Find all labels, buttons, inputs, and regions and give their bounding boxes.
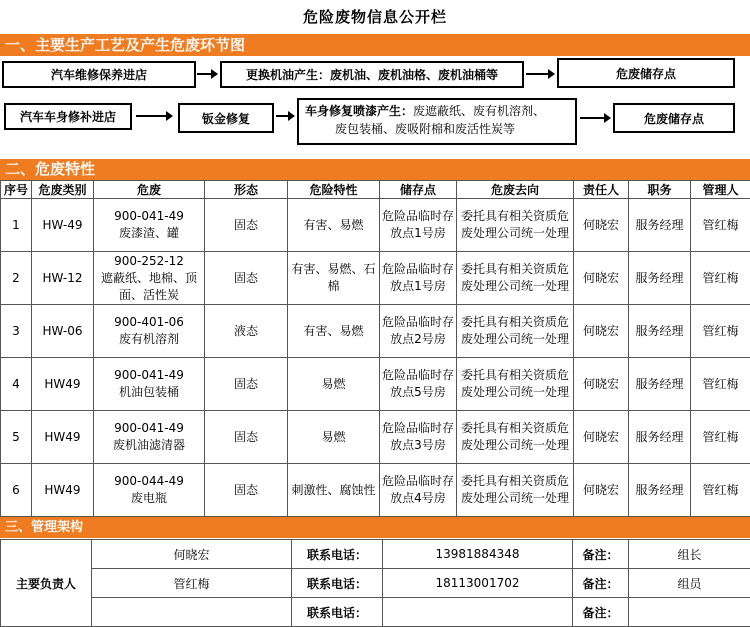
- flow-box-storage-2: 危废储存点: [613, 103, 735, 133]
- waste-form: 固态: [205, 411, 288, 464]
- manager-name: 管红梅: [691, 305, 750, 358]
- phone-value: 18113001702: [383, 569, 573, 598]
- header-hazard: 危险特性: [288, 181, 380, 199]
- page-title: 危险废物信息公开栏: [0, 0, 750, 34]
- waste-category: HW49: [32, 411, 94, 464]
- hazard-property: 易燃: [288, 358, 380, 411]
- job-position: 服务经理: [629, 199, 691, 252]
- storage-location: 危险品临时存放点5号房: [380, 358, 457, 411]
- header-position: 职务: [629, 181, 691, 199]
- header-destination: 危废去向: [457, 181, 574, 199]
- waste-name: 废机油滤清器: [95, 437, 203, 454]
- waste-form: 液态: [205, 305, 288, 358]
- manager-name: 管红梅: [691, 199, 750, 252]
- person-name: 何晓宏: [92, 540, 292, 569]
- responsible-person: 何晓宏: [574, 358, 629, 411]
- management-table: [0, 539, 750, 627]
- manager-name: 管红梅: [691, 252, 750, 305]
- table-row: [1, 598, 750, 627]
- row-number: 3: [1, 305, 32, 358]
- waste-destination: 委托具有相关资质危废处理公司统一处理: [457, 252, 574, 305]
- note-value: 组员: [629, 569, 750, 598]
- hazard-property: 刺激性、腐蚀性: [288, 464, 380, 517]
- spray-paint-items-2: 废包装桶、废吸附棉和废活性炭等: [305, 122, 515, 136]
- spray-paint-items-1: 废遮蔽纸、废有机溶剂、: [413, 104, 545, 118]
- note-value: [629, 598, 750, 627]
- flow-box-spray-paint: [297, 98, 577, 145]
- flow-arrow: [526, 68, 556, 80]
- note-label: 备注：: [573, 598, 629, 627]
- header-manager: 管理人: [691, 181, 750, 199]
- header-storage: 储存点: [380, 181, 457, 199]
- row-number: 2: [1, 252, 32, 305]
- person-name: [92, 598, 292, 627]
- job-position: 服务经理: [629, 411, 691, 464]
- job-position: 服务经理: [629, 252, 691, 305]
- row-number: 1: [1, 199, 32, 252]
- waste-form: 固态: [205, 358, 288, 411]
- person-name: 管红梅: [92, 569, 292, 598]
- header-category: 危废类别: [32, 181, 94, 199]
- flow-arrow: [276, 110, 296, 122]
- table-header-row: [1, 181, 750, 199]
- responsible-person: 何晓宏: [574, 199, 629, 252]
- storage-location: 危险品临时存放点4号房: [380, 464, 457, 517]
- waste-name: 废有机溶剂: [95, 331, 203, 348]
- note-value: 组长: [629, 540, 750, 569]
- note-label: 备注：: [573, 569, 629, 598]
- job-position: 服务经理: [629, 358, 691, 411]
- phone-label: 联系电话：: [292, 540, 383, 569]
- table-row: [1, 305, 750, 358]
- header-form: 形态: [205, 181, 288, 199]
- phone-value: [383, 598, 573, 627]
- hazard-property: 易燃: [288, 411, 380, 464]
- waste-destination: 委托具有相关资质危废处理公司统一处理: [457, 358, 574, 411]
- waste-code: 900-252-12: [95, 253, 203, 270]
- flow-box-body-repair-entry: 汽车车身修补进店: [4, 103, 132, 130]
- waste-form: 固态: [205, 199, 288, 252]
- table-row: [1, 540, 750, 569]
- waste-item: [94, 199, 205, 252]
- waste-code: 900-401-06: [95, 314, 203, 331]
- hazard-property: 有害、易燃、石棉: [288, 252, 380, 305]
- hazard-property: 有害、易燃: [288, 305, 380, 358]
- spray-paint-label: 车身修复喷漆产生：: [305, 104, 413, 118]
- flow-box-maintenance-entry: 汽车维修保养进店: [2, 61, 196, 88]
- note-label: 备注：: [573, 540, 629, 569]
- storage-location: 危险品临时存放点2号房: [380, 305, 457, 358]
- waste-form: 固态: [205, 464, 288, 517]
- phone-value: 13981884348: [383, 540, 573, 569]
- header-no: 序号: [1, 181, 32, 199]
- responsible-person: 何晓宏: [574, 305, 629, 358]
- waste-category: HW-12: [32, 252, 94, 305]
- hazard-property: 有害、易燃: [288, 199, 380, 252]
- waste-destination: 委托具有相关资质危废处理公司统一处理: [457, 411, 574, 464]
- waste-code: 900-044-49: [95, 473, 203, 490]
- job-position: 服务经理: [629, 305, 691, 358]
- storage-location: 危险品临时存放点3号房: [380, 411, 457, 464]
- waste-item: [94, 252, 205, 305]
- hazardous-waste-table: [0, 180, 750, 517]
- responsible-person: 何晓宏: [574, 252, 629, 305]
- row-number: 6: [1, 464, 32, 517]
- manager-name: 管红梅: [691, 464, 750, 517]
- waste-category: HW49: [32, 358, 94, 411]
- storage-location: 危险品临时存放点1号房: [380, 252, 457, 305]
- table-row: [1, 411, 750, 464]
- waste-destination: 委托具有相关资质危废处理公司统一处理: [457, 464, 574, 517]
- waste-item: [94, 411, 205, 464]
- main-responsible-label: 主要负责人: [1, 540, 92, 627]
- table-row: [1, 464, 750, 517]
- waste-category: HW-06: [32, 305, 94, 358]
- flow-box-oil-change: 更换机油产生：废机油、废机油格、废机油桶等: [220, 61, 524, 88]
- waste-name: 机油包装桶: [95, 384, 203, 401]
- row-number: 4: [1, 358, 32, 411]
- job-position: 服务经理: [629, 464, 691, 517]
- waste-code: 900-041-49: [95, 420, 203, 437]
- responsible-person: 何晓宏: [574, 464, 629, 517]
- table-row: [1, 569, 750, 598]
- phone-label: 联系电话：: [292, 598, 383, 627]
- manager-name: 管红梅: [691, 411, 750, 464]
- responsible-person: 何晓宏: [574, 411, 629, 464]
- section-heading-process: 一、主要生产工艺及产生危废环节图: [0, 34, 750, 56]
- waste-name: 遮蔽纸、地棉、顶面、活性炭: [95, 270, 203, 304]
- waste-code: 900-041-49: [95, 367, 203, 384]
- waste-destination: 委托具有相关资质危废处理公司统一处理: [457, 305, 574, 358]
- waste-item: [94, 305, 205, 358]
- storage-location: 危险品临时存放点1号房: [380, 199, 457, 252]
- phone-label: 联系电话：: [292, 569, 383, 598]
- header-owner: 责任人: [574, 181, 629, 199]
- row-number: 5: [1, 411, 32, 464]
- table-row: [1, 199, 750, 252]
- header-waste: 危废: [94, 181, 205, 199]
- flow-arrow: [197, 68, 219, 80]
- waste-form: 固态: [205, 252, 288, 305]
- section-heading-characteristics: 二、危废特性: [0, 159, 750, 180]
- table-row: [1, 358, 750, 411]
- waste-item: [94, 358, 205, 411]
- waste-name: 废漆渣、罐: [95, 225, 203, 242]
- flow-box-storage-1: 危废储存点: [557, 58, 735, 88]
- section-heading-management: 三、管理架构: [0, 517, 750, 538]
- waste-destination: 委托具有相关资质危废处理公司统一处理: [457, 199, 574, 252]
- flow-box-sheet-metal: 钣金修复: [178, 103, 274, 133]
- manager-name: 管红梅: [691, 358, 750, 411]
- table-row: [1, 252, 750, 305]
- waste-category: HW-49: [32, 199, 94, 252]
- flow-arrow: [580, 112, 612, 124]
- waste-name: 废电瓶: [95, 490, 203, 507]
- waste-category: HW49: [32, 464, 94, 517]
- flow-arrow: [136, 110, 174, 122]
- waste-item: [94, 464, 205, 517]
- waste-code: 900-041-49: [95, 208, 203, 225]
